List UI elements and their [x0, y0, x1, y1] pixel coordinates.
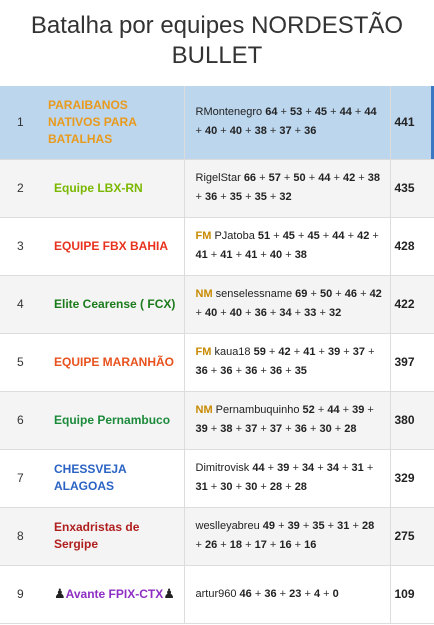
player-points-cell — [184, 449, 390, 507]
player-score: 39 — [195, 423, 208, 435]
player-score: 44 — [332, 230, 345, 242]
player-score: 41 — [220, 249, 233, 261]
player-score: 36 — [294, 423, 307, 435]
player-points-cell — [184, 507, 390, 565]
player-score: 30 — [245, 481, 258, 493]
player-score: 35 — [294, 365, 307, 377]
player-points-cell — [184, 86, 390, 159]
team-total-score: 435 — [390, 159, 434, 217]
points-list: 66 + 57 + 50 + 44 + 42 + 38 + 36 + 35 + 35 + 32 — [195, 172, 381, 203]
team-name: EQUIPE FBX BAHIA — [54, 238, 169, 253]
player-score: 38 — [367, 172, 381, 184]
player-score: 50 — [319, 288, 333, 300]
top-player-link[interactable]: kaua18 — [214, 346, 251, 358]
player-points-cell — [184, 565, 390, 623]
team-total-score: 275 — [390, 507, 434, 565]
player-title-badge: NM — [195, 404, 213, 416]
player-score: 36 — [204, 191, 218, 203]
team-cell — [48, 86, 184, 159]
player-score: 41 — [195, 249, 208, 261]
player-score: 39 — [277, 462, 290, 474]
points-list: 44 + 39 + 34 + 34 + 31 + 31 + 30 + 30 + 28 + 28 — [195, 462, 374, 493]
team-total-score: 441 — [390, 86, 434, 159]
pawn-icon: ♟ — [54, 586, 66, 601]
player-score: 16 — [279, 539, 292, 551]
team-rank: 4 — [0, 275, 48, 333]
team-name: Equipe Pernambuco — [54, 412, 171, 427]
team-rank: 2 — [0, 159, 48, 217]
player-score: 33 — [304, 307, 317, 319]
player-score: 36 — [304, 125, 317, 138]
team-row[interactable] — [0, 391, 434, 449]
top-player-link[interactable]: Dimitrovisk — [195, 462, 250, 474]
team-name-link[interactable] — [48, 519, 178, 553]
player-score: 45 — [282, 230, 295, 242]
player-score: 44 — [252, 462, 265, 474]
player-title-badge: FM — [195, 230, 212, 242]
team-row[interactable] — [0, 86, 434, 159]
top-player-link[interactable]: artur960 — [195, 587, 237, 600]
player-score: 46 — [344, 288, 358, 300]
team-rank: 5 — [0, 333, 48, 391]
player-score: 36 — [264, 587, 277, 600]
player-score: 32 — [328, 307, 342, 319]
player-score: 41 — [303, 346, 316, 358]
team-total-score: 422 — [390, 275, 434, 333]
player-score: 51 — [257, 230, 271, 242]
player-score: 26 — [204, 539, 218, 551]
points-list: 49 + 39 + 35 + 31 + 28 + 26 + 18 + 17 + 16 + 16 — [195, 520, 375, 551]
points-list: 52 + 44 + 39 + 39 + 38 + 37 + 37 + 36 + 30 + 28 — [195, 404, 374, 435]
player-title-badge: NM — [195, 288, 213, 300]
player-score: 23 — [289, 587, 302, 600]
team-name: Avante FPIX-CTX — [65, 587, 164, 601]
player-score: 39 — [287, 520, 300, 532]
team-total-score: 329 — [390, 449, 434, 507]
team-name-link[interactable] — [48, 296, 178, 313]
team-name: PARAIBANOS NATIVOS PARA BATALHAS — [48, 97, 137, 146]
player-score: 36 — [254, 307, 267, 319]
player-score: 39 — [328, 346, 341, 358]
team-name: Equipe LBX-RN — [54, 180, 143, 195]
player-score: 50 — [293, 172, 306, 184]
top-player-link[interactable]: senselessname — [215, 288, 293, 300]
player-score: 45 — [314, 106, 328, 119]
player-score: 41 — [245, 249, 258, 261]
player-points-cell — [184, 159, 390, 217]
player-score: 44 — [318, 172, 331, 184]
player-score: 18 — [229, 539, 243, 551]
team-name-link[interactable] — [48, 238, 178, 255]
points-list: 69 + 50 + 46 + 42 + 40 + 40 + 36 + 34 + 33 + 32 — [195, 288, 382, 319]
player-score: 35 — [312, 520, 325, 532]
player-score: 44 — [364, 106, 377, 119]
team-row[interactable] — [0, 449, 434, 507]
team-name-link[interactable] — [48, 412, 178, 429]
team-cell — [48, 565, 184, 623]
player-score: 45 — [307, 230, 320, 242]
team-name: Elite Cearense ( FCX) — [54, 296, 176, 311]
team-name-link[interactable] — [48, 585, 178, 603]
top-player-link[interactable]: RMontenegro — [195, 106, 263, 119]
team-total-score: 109 — [390, 565, 434, 623]
player-score: 59 — [253, 346, 266, 358]
player-score: 28 — [269, 481, 283, 493]
player-score: 16 — [304, 539, 317, 551]
page-title: Batalha por equipes NORDESTÃO BULLET — [30, 12, 404, 69]
player-score: 64 — [265, 106, 278, 119]
player-score: 34 — [326, 462, 339, 474]
team-rank: 7 — [0, 449, 48, 507]
player-points-cell — [184, 391, 390, 449]
team-row[interactable] — [0, 275, 434, 333]
team-row[interactable] — [0, 507, 434, 565]
player-score: 0 — [332, 587, 339, 600]
player-points-cell — [184, 275, 390, 333]
player-score: 17 — [254, 539, 267, 551]
player-score: 30 — [220, 481, 233, 493]
player-score: 49 — [262, 520, 276, 532]
player-score: 38 — [294, 249, 307, 261]
team-total-score: 397 — [390, 333, 434, 391]
player-score: 69 — [295, 288, 308, 300]
player-score: 36 — [245, 365, 258, 377]
player-score: 31 — [337, 520, 350, 532]
team-rank: 8 — [0, 507, 48, 565]
player-score: 35 — [229, 191, 243, 203]
player-score: 36 — [195, 365, 208, 377]
player-score: 37 — [269, 423, 283, 435]
player-score: 34 — [301, 462, 315, 474]
top-player-link[interactable]: RigelStar — [195, 172, 241, 184]
top-player-link[interactable]: Pernambuquinho — [215, 404, 300, 416]
player-score: 40 — [204, 307, 218, 319]
player-score: 42 — [369, 288, 382, 300]
player-score: 66 — [243, 172, 257, 184]
player-score: 31 — [351, 462, 364, 474]
player-score: 28 — [344, 423, 357, 435]
points-list: 59 + 42 + 41 + 39 + 37 + 36 + 36 + 36 + 36 + 35 — [195, 346, 375, 377]
team-cell — [48, 275, 184, 333]
points-list: 51 + 45 + 45 + 44 + 42 + 41 + 41 + 41 + 40 + 38 — [195, 230, 379, 261]
player-score: 40 — [229, 307, 243, 319]
player-score: 52 — [302, 404, 315, 416]
team-total-score: 428 — [390, 217, 434, 275]
team-cell — [48, 507, 184, 565]
top-player-link[interactable]: PJatoba — [214, 230, 255, 242]
player-score: 37 — [245, 423, 258, 435]
standings-table — [0, 86, 434, 624]
pawn-icon: ♟ — [163, 586, 175, 601]
team-name: Enxadristas de Sergipe — [54, 520, 140, 551]
team-cell — [48, 217, 184, 275]
top-player-link[interactable]: weslleyabreu — [195, 520, 260, 532]
team-rank: 6 — [0, 391, 48, 449]
player-score: 36 — [269, 365, 283, 377]
player-score: 42 — [343, 172, 356, 184]
team-cell — [48, 333, 184, 391]
player-score: 40 — [269, 249, 283, 261]
player-score: 40 — [229, 125, 243, 138]
team-name-link[interactable] — [48, 461, 178, 495]
team-row[interactable] — [0, 333, 434, 391]
player-score: 53 — [290, 106, 303, 119]
player-points-cell — [184, 333, 390, 391]
player-score: 36 — [220, 365, 233, 377]
player-score: 28 — [294, 481, 307, 493]
player-score: 38 — [254, 125, 267, 138]
player-score: 28 — [361, 520, 375, 532]
player-score: 4 — [313, 587, 321, 600]
player-score: 34 — [279, 307, 292, 319]
team-name-link[interactable] — [48, 354, 178, 371]
player-score: 40 — [204, 125, 218, 138]
player-score: 30 — [319, 423, 332, 435]
player-score: 46 — [239, 587, 252, 600]
player-score: 31 — [195, 481, 208, 493]
team-cell — [48, 391, 184, 449]
team-name: EQUIPE MARANHÃO — [54, 354, 175, 369]
player-score: 42 — [278, 346, 291, 358]
player-score: 35 — [254, 191, 267, 203]
player-score: 37 — [352, 346, 366, 358]
team-rank: 9 — [0, 565, 48, 623]
player-score: 38 — [220, 423, 233, 435]
team-cell — [48, 159, 184, 217]
team-name-link[interactable] — [48, 180, 178, 197]
team-rank: 3 — [0, 217, 48, 275]
team-row[interactable] — [0, 565, 434, 623]
points-list: 46 + 36 + 23 + 4 + 0 — [239, 587, 339, 600]
player-score: 44 — [339, 106, 352, 119]
player-score: 57 — [268, 172, 281, 184]
team-row[interactable] — [0, 159, 434, 217]
player-score: 42 — [357, 230, 370, 242]
team-row[interactable] — [0, 217, 434, 275]
player-points-cell — [184, 217, 390, 275]
player-score: 39 — [352, 404, 365, 416]
player-score: 32 — [279, 191, 292, 203]
points-list: 64 + 53 + 45 + 44 + 44 + 40 + 40 + 38 + 37 + 36 — [195, 106, 377, 138]
team-total-score: 380 — [390, 391, 434, 449]
team-cell — [48, 449, 184, 507]
team-rank: 1 — [0, 86, 48, 159]
player-score: 37 — [279, 125, 292, 138]
team-name-link[interactable] — [48, 97, 178, 148]
team-name: CHESSVEJA ALAGOAS — [54, 462, 127, 493]
player-score: 44 — [327, 404, 340, 416]
player-title-badge: FM — [195, 346, 212, 358]
